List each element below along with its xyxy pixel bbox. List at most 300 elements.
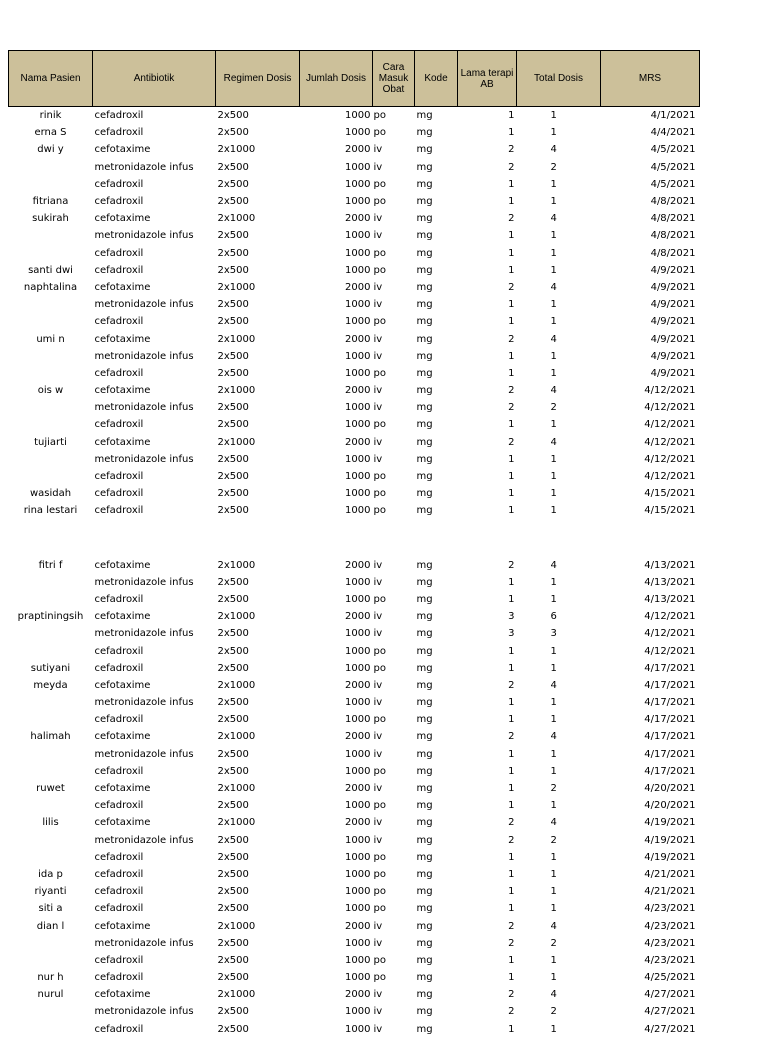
route-cell[interactable]: iv	[373, 385, 383, 397]
mrs-date-cell[interactable]: 4/8/2021	[650, 196, 696, 208]
dose-amount-cell[interactable]: 2000	[345, 144, 371, 156]
route-cell[interactable]: iv	[373, 989, 383, 1001]
mrs-date-cell[interactable]: 4/21/2021	[644, 886, 696, 898]
regimen-cell[interactable]: 2x500	[217, 748, 249, 760]
mrs-date-cell[interactable]: 4/9/2021	[650, 367, 696, 379]
therapy-duration-cell[interactable]: 1	[508, 765, 515, 777]
route-cell[interactable]: po	[373, 662, 386, 674]
therapy-duration-cell[interactable]: 2	[508, 213, 515, 225]
patient-name-cell[interactable]	[9, 227, 93, 244]
unit-cell[interactable]: mg	[416, 886, 433, 898]
therapy-duration-cell[interactable]: 2	[508, 1006, 515, 1018]
patient-name-cell[interactable]	[9, 348, 93, 365]
dose-amount-cell[interactable]: 2000	[345, 783, 371, 795]
total-dose-cell[interactable]: 1	[550, 868, 557, 880]
mrs-date-cell[interactable]: 4/17/2021	[644, 731, 696, 743]
antibiotic-cell[interactable]: metronidazole infus	[94, 748, 194, 760]
total-dose-cell[interactable]: 1	[550, 299, 557, 311]
patient-name-cell[interactable]	[9, 694, 93, 711]
patient-name-cell[interactable]	[9, 520, 93, 557]
antibiotic-cell[interactable]: cefadroxil	[94, 851, 144, 863]
therapy-duration-cell[interactable]: 1	[508, 1023, 515, 1035]
therapy-duration-cell[interactable]: 1	[508, 697, 515, 709]
patient-name-cell[interactable]: naphtalina	[23, 281, 78, 293]
antibiotic-cell[interactable]: cefadroxil	[94, 662, 144, 674]
dose-amount-cell[interactable]: 1000	[345, 402, 371, 414]
mrs-date-cell[interactable]: 4/27/2021	[644, 989, 696, 1001]
mrs-date-cell[interactable]: 4/8/2021	[650, 230, 696, 242]
mrs-date-cell[interactable]: 4/20/2021	[644, 783, 696, 795]
patient-name-cell[interactable]: sutiyani	[30, 662, 71, 674]
antibiotic-cell[interactable]: cefotaxime	[94, 731, 151, 743]
unit-cell[interactable]: mg	[416, 419, 433, 431]
route-cell[interactable]: iv	[373, 333, 383, 345]
patient-name-cell[interactable]: tujiarti	[34, 436, 67, 448]
route-cell[interactable]: iv	[373, 748, 383, 760]
antibiotic-cell[interactable]: metronidazole infus	[94, 453, 194, 465]
patient-name-cell[interactable]: sukirah	[32, 213, 69, 225]
unit-cell[interactable]: mg	[416, 903, 433, 915]
antibiotic-cell[interactable]: metronidazole infus	[94, 402, 194, 414]
therapy-duration-cell[interactable]: 1	[508, 419, 515, 431]
therapy-duration-cell[interactable]: 1	[508, 471, 515, 483]
total-dose-cell[interactable]: 4	[550, 281, 557, 293]
dose-amount-cell[interactable]: 2000	[345, 731, 371, 743]
therapy-duration-cell[interactable]: 1	[508, 127, 515, 139]
patient-name-cell[interactable]	[9, 574, 93, 591]
mrs-date-cell[interactable]: 4/21/2021	[644, 868, 696, 880]
therapy-duration-cell[interactable]: 2	[508, 161, 515, 173]
antibiotic-cell[interactable]: cefadroxil	[94, 316, 144, 328]
antibiotic-cell[interactable]: metronidazole infus	[94, 230, 194, 242]
therapy-duration-cell[interactable]: 2	[508, 385, 515, 397]
regimen-cell[interactable]: 2x1000	[217, 144, 256, 156]
patient-name-cell[interactable]: ruwet	[36, 783, 65, 795]
regimen-cell[interactable]: 2x1000	[217, 213, 256, 225]
regimen-cell[interactable]: 2x500	[217, 903, 249, 915]
dose-amount-cell[interactable]: 1000	[345, 903, 371, 915]
route-cell[interactable]: iv	[373, 697, 383, 709]
antibiotic-cell[interactable]: cefadroxil	[94, 1023, 144, 1035]
total-dose-cell[interactable]: 1	[550, 505, 557, 517]
unit-cell[interactable]: mg	[416, 937, 433, 949]
total-dose-cell[interactable]: 1	[550, 748, 557, 760]
regimen-cell[interactable]: 2x500	[217, 264, 249, 276]
regimen-cell[interactable]: 2x500	[217, 161, 249, 173]
unit-cell[interactable]: mg	[416, 611, 433, 623]
therapy-duration-cell[interactable]: 1	[508, 367, 515, 379]
regimen-cell[interactable]: 2x500	[217, 765, 249, 777]
mrs-date-cell[interactable]: 4/13/2021	[644, 559, 696, 571]
dose-amount-cell[interactable]: 1000	[345, 471, 371, 483]
unit-cell[interactable]: mg	[416, 299, 433, 311]
dose-amount-cell[interactable]: 1000	[345, 662, 371, 674]
regimen-cell[interactable]: 2x1000	[217, 611, 256, 623]
regimen-cell[interactable]: 2x500	[217, 1023, 249, 1035]
patient-name-cell[interactable]: riyanti	[34, 886, 67, 898]
patient-name-cell[interactable]: rinik	[39, 110, 62, 122]
dose-amount-cell[interactable]: 1000	[345, 453, 371, 465]
patient-name-cell[interactable]	[9, 159, 93, 176]
total-dose-cell[interactable]: 1	[550, 645, 557, 657]
mrs-date-cell[interactable]: 4/19/2021	[644, 817, 696, 829]
therapy-duration-cell[interactable]: 1	[508, 196, 515, 208]
patient-name-cell[interactable]: dian l	[36, 920, 65, 932]
total-dose-cell[interactable]: 6	[550, 611, 557, 623]
patient-name-cell[interactable]	[9, 451, 93, 468]
patient-name-cell[interactable]: lilis	[42, 817, 59, 829]
therapy-duration-cell[interactable]: 1	[508, 800, 515, 812]
patient-name-cell[interactable]	[9, 832, 93, 849]
total-dose-cell[interactable]: 3	[550, 628, 557, 640]
therapy-duration-cell[interactable]: 1	[508, 886, 515, 898]
dose-amount-cell[interactable]: 1000	[345, 299, 371, 311]
patient-name-cell[interactable]: praptiningsih	[17, 611, 84, 623]
patient-name-cell[interactable]	[9, 591, 93, 608]
unit-cell[interactable]: mg	[416, 505, 433, 517]
mrs-date-cell[interactable]: 4/13/2021	[644, 593, 696, 605]
antibiotic-cell[interactable]: metronidazole infus	[94, 350, 194, 362]
dose-amount-cell[interactable]: 1000	[345, 230, 371, 242]
regimen-cell[interactable]: 2x500	[217, 697, 249, 709]
unit-cell[interactable]: mg	[416, 1006, 433, 1018]
total-dose-cell[interactable]: 1	[550, 903, 557, 915]
dose-amount-cell[interactable]: 2000	[345, 385, 371, 397]
regimen-cell[interactable]: 2x500	[217, 471, 249, 483]
route-cell[interactable]: po	[373, 178, 386, 190]
patient-name-cell[interactable]	[9, 1021, 93, 1038]
route-cell[interactable]: iv	[373, 436, 383, 448]
antibiotic-cell[interactable]: cefotaxime	[94, 144, 151, 156]
regimen-cell[interactable]: 2x500	[217, 230, 249, 242]
mrs-date-cell[interactable]: 4/17/2021	[644, 748, 696, 760]
antibiotic-cell[interactable]: cefotaxime	[94, 333, 151, 345]
patient-name-cell[interactable]	[9, 296, 93, 313]
unit-cell[interactable]: mg	[416, 972, 433, 984]
antibiotic-cell[interactable]: cefotaxime	[94, 679, 151, 691]
route-cell[interactable]: iv	[373, 1006, 383, 1018]
total-dose-cell[interactable]: 4	[550, 385, 557, 397]
unit-cell[interactable]: mg	[416, 765, 433, 777]
mrs-date-cell[interactable]: 4/23/2021	[644, 937, 696, 949]
dose-amount-cell[interactable]: 1000	[345, 972, 371, 984]
dose-amount-cell[interactable]: 1000	[345, 264, 371, 276]
dose-amount-cell[interactable]: 1000	[345, 697, 371, 709]
regimen-cell[interactable]: 2x500	[217, 196, 249, 208]
regimen-cell[interactable]: 2x1000	[217, 559, 256, 571]
route-cell[interactable]: po	[373, 851, 386, 863]
antibiotic-cell[interactable]: metronidazole infus	[94, 697, 194, 709]
unit-cell[interactable]: mg	[416, 1023, 433, 1035]
antibiotic-cell[interactable]: cefotaxime	[94, 920, 151, 932]
patient-name-cell[interactable]	[9, 797, 93, 814]
dose-amount-cell[interactable]: 2000	[345, 559, 371, 571]
route-cell[interactable]: po	[373, 419, 386, 431]
dose-amount-cell[interactable]: 1000	[345, 316, 371, 328]
regimen-cell[interactable]: 2x500	[217, 1006, 249, 1018]
regimen-cell[interactable]: 2x1000	[217, 385, 256, 397]
antibiotic-cell[interactable]: metronidazole infus	[94, 299, 194, 311]
dose-amount-cell[interactable]: 1000	[345, 748, 371, 760]
total-dose-cell[interactable]	[517, 520, 601, 557]
antibiotic-cell[interactable]: cefadroxil	[94, 247, 144, 259]
mrs-date-cell[interactable]: 4/9/2021	[650, 350, 696, 362]
therapy-duration-cell[interactable]: 1	[508, 230, 515, 242]
therapy-duration-cell[interactable]: 1	[508, 453, 515, 465]
unit-cell[interactable]: mg	[416, 247, 433, 259]
regimen-cell[interactable]: 2x500	[217, 453, 249, 465]
therapy-duration-cell[interactable]: 2	[508, 333, 515, 345]
unit-cell[interactable]: mg	[416, 731, 433, 743]
therapy-duration-cell[interactable]: 2	[508, 436, 515, 448]
unit-cell[interactable]: mg	[416, 834, 433, 846]
route-cell[interactable]: iv	[373, 628, 383, 640]
therapy-duration-cell[interactable]: 1	[508, 593, 515, 605]
route-cell[interactable]: po	[373, 367, 386, 379]
patient-name-cell[interactable]: santi dwi	[28, 264, 73, 276]
total-dose-cell[interactable]: 4	[550, 679, 557, 691]
route-cell[interactable]: iv	[373, 281, 383, 293]
route-cell[interactable]: po	[373, 247, 386, 259]
unit-cell[interactable]: mg	[416, 230, 433, 242]
antibiotic-cell[interactable]: cefadroxil	[94, 765, 144, 777]
route-cell[interactable]: iv	[373, 161, 383, 173]
patient-name-cell[interactable]	[9, 746, 93, 763]
route-cell[interactable]: po	[373, 488, 386, 500]
total-dose-cell[interactable]: 4	[550, 989, 557, 1001]
route-cell[interactable]: po	[373, 127, 386, 139]
therapy-duration-cell[interactable]: 1	[508, 247, 515, 259]
total-dose-cell[interactable]: 4	[550, 436, 557, 448]
mrs-date-cell[interactable]: 4/17/2021	[644, 662, 696, 674]
total-dose-cell[interactable]: 1	[550, 576, 557, 588]
total-dose-cell[interactable]: 1	[550, 196, 557, 208]
total-dose-cell[interactable]: 1	[550, 127, 557, 139]
route-cell[interactable]: iv	[373, 559, 383, 571]
patient-name-cell[interactable]: meyda	[33, 679, 68, 691]
mrs-date-cell[interactable]: 4/23/2021	[644, 920, 696, 932]
unit-cell[interactable]: mg	[416, 127, 433, 139]
regimen-cell[interactable]: 2x500	[217, 645, 249, 657]
therapy-duration-cell[interactable]: 1	[508, 903, 515, 915]
therapy-duration-cell[interactable]: 1	[508, 316, 515, 328]
total-dose-cell[interactable]: 1	[550, 230, 557, 242]
antibiotic-cell[interactable]: cefadroxil	[94, 800, 144, 812]
unit-cell[interactable]: mg	[416, 110, 433, 122]
route-cell[interactable]: iv	[373, 576, 383, 588]
total-dose-cell[interactable]: 1	[550, 419, 557, 431]
antibiotic-cell[interactable]	[93, 520, 216, 557]
regimen-cell[interactable]: 2x1000	[217, 783, 256, 795]
antibiotic-cell[interactable]: cefotaxime	[94, 436, 151, 448]
antibiotic-cell[interactable]: cefotaxime	[94, 213, 151, 225]
unit-cell[interactable]: mg	[416, 350, 433, 362]
therapy-duration-cell[interactable]: 3	[508, 628, 515, 640]
therapy-duration-cell[interactable]: 1	[508, 783, 515, 795]
therapy-duration-cell[interactable]	[458, 520, 517, 557]
antibiotic-cell[interactable]: metronidazole infus	[94, 834, 194, 846]
unit-cell[interactable]: mg	[416, 697, 433, 709]
dose-amount-cell[interactable]: 2000	[345, 333, 371, 345]
mrs-date-cell[interactable]	[601, 520, 700, 557]
patient-name-cell[interactable]	[9, 935, 93, 952]
antibiotic-cell[interactable]: cefotaxime	[94, 783, 151, 795]
dose-amount-cell[interactable]: 2000	[345, 679, 371, 691]
antibiotic-cell[interactable]: cefadroxil	[94, 367, 144, 379]
therapy-duration-cell[interactable]: 1	[508, 110, 515, 122]
mrs-date-cell[interactable]: 4/8/2021	[650, 247, 696, 259]
unit-cell[interactable]: mg	[416, 436, 433, 448]
route-cell[interactable]: iv	[373, 350, 383, 362]
route-cell[interactable]: po	[373, 645, 386, 657]
patient-name-cell[interactable]	[9, 711, 93, 728]
total-dose-cell[interactable]: 1	[550, 697, 557, 709]
mrs-date-cell[interactable]: 4/9/2021	[650, 281, 696, 293]
antibiotic-cell[interactable]: cefadroxil	[94, 110, 144, 122]
regimen-cell[interactable]: 2x500	[217, 247, 249, 259]
regimen-cell[interactable]: 2x1000	[217, 333, 256, 345]
total-dose-cell[interactable]: 2	[550, 834, 557, 846]
regimen-cell[interactable]	[216, 520, 300, 557]
dose-amount-cell[interactable]: 1000	[345, 954, 371, 966]
patient-name-cell[interactable]	[9, 849, 93, 866]
unit-cell[interactable]: mg	[416, 817, 433, 829]
antibiotic-cell[interactable]: cefadroxil	[94, 419, 144, 431]
total-dose-cell[interactable]: 4	[550, 144, 557, 156]
antibiotic-cell[interactable]: metronidazole infus	[94, 628, 194, 640]
patient-name-cell[interactable]	[9, 313, 93, 330]
unit-cell[interactable]: mg	[416, 488, 433, 500]
antibiotic-cell[interactable]: cefotaxime	[94, 817, 151, 829]
mrs-date-cell[interactable]: 4/17/2021	[644, 765, 696, 777]
patient-name-cell[interactable]: nurul	[37, 989, 64, 1001]
route-cell[interactable]: po	[373, 954, 386, 966]
unit-cell[interactable]	[415, 520, 458, 557]
unit-cell[interactable]: mg	[416, 645, 433, 657]
antibiotic-cell[interactable]: cefadroxil	[94, 903, 144, 915]
regimen-cell[interactable]: 2x500	[217, 576, 249, 588]
total-dose-cell[interactable]: 1	[550, 954, 557, 966]
mrs-date-cell[interactable]: 4/17/2021	[644, 714, 696, 726]
total-dose-cell[interactable]: 1	[550, 765, 557, 777]
route-cell[interactable]: po	[373, 593, 386, 605]
regimen-cell[interactable]: 2x500	[217, 800, 249, 812]
dose-amount-cell[interactable]: 2000	[345, 213, 371, 225]
mrs-date-cell[interactable]: 4/9/2021	[650, 299, 696, 311]
antibiotic-cell[interactable]: cefadroxil	[94, 593, 144, 605]
total-dose-cell[interactable]: 1	[550, 488, 557, 500]
dose-amount-cell[interactable]: 1000	[345, 714, 371, 726]
antibiotic-cell[interactable]: cefadroxil	[94, 264, 144, 276]
dose-amount-cell[interactable]: 1000	[345, 196, 371, 208]
total-dose-cell[interactable]: 1	[550, 1023, 557, 1035]
total-dose-cell[interactable]: 1	[550, 247, 557, 259]
total-dose-cell[interactable]: 1	[550, 886, 557, 898]
regimen-cell[interactable]: 2x500	[217, 851, 249, 863]
patient-name-cell[interactable]	[9, 176, 93, 193]
therapy-duration-cell[interactable]: 1	[508, 645, 515, 657]
unit-cell[interactable]: mg	[416, 281, 433, 293]
therapy-duration-cell[interactable]: 1	[508, 505, 515, 517]
patient-name-cell[interactable]: ois w	[37, 385, 64, 397]
mrs-date-cell[interactable]: 4/12/2021	[644, 628, 696, 640]
route-cell[interactable]: iv	[373, 230, 383, 242]
patient-name-cell[interactable]	[9, 416, 93, 433]
regimen-cell[interactable]: 2x500	[217, 367, 249, 379]
route-cell[interactable]: iv	[373, 679, 383, 691]
dose-amount-cell[interactable]: 1000	[345, 645, 371, 657]
total-dose-cell[interactable]: 2	[550, 161, 557, 173]
regimen-cell[interactable]: 2x500	[217, 316, 249, 328]
regimen-cell[interactable]: 2x500	[217, 419, 249, 431]
dose-amount-cell[interactable]: 2000	[345, 920, 371, 932]
route-cell[interactable]: po	[373, 196, 386, 208]
mrs-date-cell[interactable]: 4/8/2021	[650, 213, 696, 225]
therapy-duration-cell[interactable]: 2	[508, 731, 515, 743]
dose-amount-cell[interactable]: 1000	[345, 247, 371, 259]
route-cell[interactable]: po	[373, 505, 386, 517]
mrs-date-cell[interactable]: 4/20/2021	[644, 800, 696, 812]
therapy-duration-cell[interactable]: 2	[508, 144, 515, 156]
patient-name-cell[interactable]	[9, 245, 93, 262]
total-dose-cell[interactable]: 4	[550, 920, 557, 932]
route-cell[interactable]: iv	[373, 213, 383, 225]
unit-cell[interactable]: mg	[416, 593, 433, 605]
therapy-duration-cell[interactable]: 1	[508, 972, 515, 984]
regimen-cell[interactable]: 2x500	[217, 954, 249, 966]
antibiotic-cell[interactable]: cefotaxime	[94, 611, 151, 623]
route-cell[interactable]: iv	[373, 299, 383, 311]
therapy-duration-cell[interactable]: 3	[508, 611, 515, 623]
mrs-date-cell[interactable]: 4/1/2021	[650, 110, 696, 122]
regimen-cell[interactable]: 2x1000	[217, 731, 256, 743]
antibiotic-cell[interactable]: cefadroxil	[94, 505, 144, 517]
mrs-date-cell[interactable]: 4/9/2021	[650, 264, 696, 276]
regimen-cell[interactable]: 2x500	[217, 402, 249, 414]
total-dose-cell[interactable]: 1	[550, 367, 557, 379]
regimen-cell[interactable]: 2x500	[217, 886, 249, 898]
total-dose-cell[interactable]: 2	[550, 783, 557, 795]
route-cell[interactable]: iv	[373, 834, 383, 846]
antibiotic-cell[interactable]: cefadroxil	[94, 954, 144, 966]
unit-cell[interactable]: mg	[416, 748, 433, 760]
dose-amount-cell[interactable]: 2000	[345, 817, 371, 829]
antibiotic-cell[interactable]: cefadroxil	[94, 178, 144, 190]
therapy-duration-cell[interactable]: 1	[508, 488, 515, 500]
unit-cell[interactable]: mg	[416, 783, 433, 795]
patient-name-cell[interactable]: erna S	[34, 127, 67, 139]
mrs-date-cell[interactable]: 4/17/2021	[644, 679, 696, 691]
dose-amount-cell[interactable]: 1000	[345, 505, 371, 517]
dose-amount-cell[interactable]: 1000	[345, 1023, 371, 1035]
antibiotic-cell[interactable]: cefadroxil	[94, 127, 144, 139]
therapy-duration-cell[interactable]: 1	[508, 851, 515, 863]
mrs-date-cell[interactable]: 4/19/2021	[644, 834, 696, 846]
unit-cell[interactable]: mg	[416, 367, 433, 379]
mrs-date-cell[interactable]: 4/12/2021	[644, 402, 696, 414]
total-dose-cell[interactable]: 2	[550, 1006, 557, 1018]
route-cell[interactable]: po	[373, 110, 386, 122]
therapy-duration-cell[interactable]: 2	[508, 402, 515, 414]
route-cell[interactable]: iv	[373, 611, 383, 623]
patient-name-cell[interactable]	[9, 365, 93, 382]
therapy-duration-cell[interactable]: 2	[508, 679, 515, 691]
patient-name-cell[interactable]	[9, 763, 93, 780]
regimen-cell[interactable]: 2x500	[217, 937, 249, 949]
mrs-date-cell[interactable]: 4/12/2021	[644, 471, 696, 483]
unit-cell[interactable]: mg	[416, 178, 433, 190]
route-cell[interactable]: po	[373, 903, 386, 915]
